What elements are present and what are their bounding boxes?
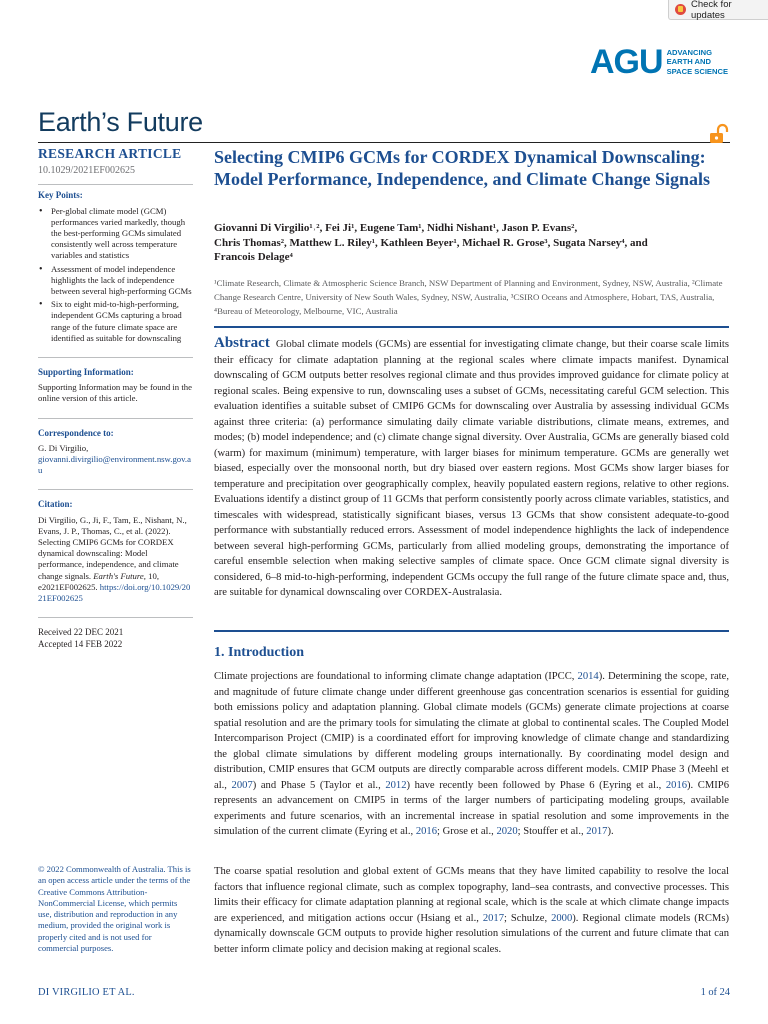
reference-link[interactable]: 2016: [415, 826, 437, 837]
authors-line-1: [214, 221, 729, 236]
reference-link[interactable]: 2012: [385, 779, 407, 791]
reference-link[interactable]: 2017: [482, 912, 505, 924]
text-run: ) and Phase 5 (Taylor et al.,: [252, 779, 386, 791]
agu-mark: AGU: [590, 43, 663, 81]
authors-line-3: [214, 250, 729, 265]
author-list: [214, 221, 729, 265]
article-type: RESEARCH ARTICLE: [38, 146, 182, 161]
key-point: • Assessment of model independence highlights the lack of independence between several high-performing GCMs: [38, 264, 193, 298]
text-run: ). Regional climate models (RCMs) dynamically downscale GCM outputs to provide higher resolution simulations of the current and future climate that can better inform climate policy and decision making at regional scales.: [214, 912, 729, 955]
abstract: [214, 336, 729, 601]
abstract-rule-top: [214, 326, 729, 328]
divider: [38, 357, 193, 358]
text-run: ) have recently been followed by Phase 6 (Eyring et al.,: [406, 779, 666, 791]
supporting-info-text: Supporting Information may be found in the online version of this article.: [38, 382, 192, 404]
update-icon: [675, 4, 686, 15]
reference-link[interactable]: 2000: [551, 912, 573, 924]
open-access-lock-icon: [708, 123, 730, 145]
received-date: Received 22 DEC 2021: [38, 627, 124, 638]
divider: [38, 489, 193, 490]
citation-volume: , 10, e2021EF002625.: [38, 570, 159, 592]
key-points-list: [38, 206, 193, 344]
key-points-heading: Key Points:: [38, 190, 83, 201]
correspondence-email-link[interactable]: giovanni.divirgilio@environment.nsw.gov.au: [38, 454, 191, 476]
correspondence-heading: Correspondence to:: [38, 427, 114, 438]
copyright-notice: © 2022 Commonwealth of Australia. This is an open access article under the terms of the Creative Commons Attribution-NonCommercial License, which permits use, distribution and reproduction in any medium, provided the original work is properly cited and is not used for commercial purposes.: [38, 864, 191, 954]
key-point: • Six to eight mid-to-high-performing, independent GCMs capturing a broad range of the future climate space are identified as suitable for downscaling: [38, 299, 193, 344]
intro-paragraph-1: [214, 669, 729, 840]
supporting-info-heading: Supporting Information:: [38, 367, 134, 378]
intro-paragraph-2: [214, 864, 729, 957]
text-run: ; Schulze,: [504, 912, 552, 924]
article-title: Selecting CMIP6 GCMs for CORDEX Dynamical Downscaling: Model Performance, Independence, and Climate Change Signals: [214, 147, 710, 189]
affiliations: ¹Climate Research, Climate & Atmospheric Science Branch, NSW Department of Planning and Environment, Sydney, NSW, Australia, ²Climate Change Research Centre, University of New South Wales, Sydney, NSW, Australia, ³CSIRO Oceans and Atmosphere, Hobart, TAS, Australia, ⁴Bureau of Meteorology, Melbourne, VIC, Australia: [214, 278, 723, 317]
citation-doi-link[interactable]: https://doi.org/10.1029/2021EF002625: [38, 581, 191, 604]
divider: [38, 617, 193, 618]
header-rule: [38, 142, 730, 143]
text-run: ).: [607, 826, 614, 837]
text-run: ; Grose et al.,: [437, 826, 497, 837]
text-run: ). CMIP6 represents an advancement on CMIP5 in terms of the larger numbers of participating modeling groups, available experiments and future scenarios, with an incremental increase in spatial resolution and some improvements in the simulation of the current climate (Eyring et al.,: [214, 779, 729, 837]
reference-link[interactable]: 2017: [586, 826, 608, 837]
reference-link[interactable]: 2014: [577, 671, 599, 682]
authors-text: Chris Thomas², Matthew L. Riley¹, Kathleen Beyer¹, Michael R. Grose³, Sugata Narsey⁴, and: [214, 236, 648, 249]
check-for-updates-label: Check for updates: [690, 0, 732, 21]
abstract-rule-bottom: [214, 630, 729, 632]
reference-link[interactable]: 2016: [665, 779, 688, 791]
citation-text: [38, 515, 193, 605]
page-number: 1 of 24: [700, 987, 730, 998]
key-point: • Per-global climate model (GCM) performances varied markedly, though the best-performing GCMs simulated consistently well across temperature variables and statistics: [38, 206, 193, 262]
accepted-date: Accepted 14 FEB 2022: [38, 638, 123, 649]
reference-link[interactable]: 2020: [496, 826, 518, 837]
citation-heading: Citation:: [38, 499, 73, 510]
text-run: ). Determining the scope, rate, and magnitude of future climate change under different greenhouse gas concentration scenarios is essential for guiding both emissions policy and adaptation planning. Global climate models (GCMs) generate climate projections at coarse spatial resolution and are the primary tools for simulating the climate at global to continental scales. The Coupled Model Intercomparison Project (CMIP) is a coordinated effort for improving knowledge of climate change and standardizing the global climate simulations by different modeling groups internationally. By coordinating model design and distribution, CMIP ensures that GCM outputs are directly comparable across different models. CMIP Phase 3 (Meehl et al.,: [214, 671, 729, 791]
tagline-line-1: ADVANCING: [666, 47, 712, 57]
journal-title: Earth’s Future: [38, 107, 203, 137]
reference-link[interactable]: 2007: [231, 779, 253, 791]
authors-line-2: [214, 236, 729, 251]
text-run: Climate projections are foundational to informing climate change adaptation (IPCC,: [214, 671, 578, 682]
doi: 10.1029/2021EF002625: [38, 165, 135, 177]
abstract-text: Global climate models (GCMs) are essential for investigating climate change, but their coarse scale limits their efficacy for climate adaptation planning at the regional scales where climate impacts manifest. Dynamical downscaling of GCM outputs better resolves regional climate and thus provides improved guidance for climate policy at regional scales. Being expensive to run, downscaling uses a subset of GCMs, necessitating careful GCM selection. This evaluation identifies a suitable subset of CMIP6 GCMs for downscaling over Australia by assessing individual GCMs against three criteria: (a) performance simulating daily climate variable distributions, climate means, extremes, and modes; (b) model independence; and (c) climate change signal diversity. Over Australia, GCMs are generally biased cold (warm) for maximum (minimum) temperature, with larger biases for minimum temperature. GCMs are generally wet biased, especially over the monsoonal north, but dry biased over eastern regions. Most GCMs show larger biases for temperature and precipitation over geographically complex, heavily populated eastern regions, relative to other regions. Evaluations identify a distinct group of 11 GCMs that perform consistently poorly across climate variables, statistics, and timescales with widespread, statistically significant biases, versus 13 GCMs that show consistent adequate-to-good performance with substantially reduced errors. Assessment of model independence highlights the lack of independence between several high-performing GCMs, particularly from allied modeling groups, demonstrating the importance of careful ensemble selection when making selective samples of climate space. Once GCM climate signal diversity is considered, 6–8 mid-to-high-performing, independent GCMs occupy the full range of the future climate space and, thus, are suitable for dynamical downscaling over CORDEX-Australasia.: [214, 339, 729, 598]
running-head: DI VIRGILIO ET AL.: [38, 987, 135, 998]
text-run: The coarse spatial resolution and global extent of GCMs means that they have limited capability to resolve the local factors that influence regional climate, such as complex topography, land–sea contrasts, and convective processes. This limits their efficacy for climate adaptation planning at regional scale, which is the scale at which climate change impacts are experienced, and mitigation actions occur (Hsiang et al.,: [214, 866, 729, 924]
abstract-heading: Abstract: [214, 335, 270, 351]
publisher-tagline: [667, 48, 728, 77]
section-heading-introduction: 1. Introduction: [214, 645, 304, 660]
check-for-updates-button[interactable]: [668, 0, 768, 20]
divider: [38, 184, 193, 185]
tagline-line-3: SPACE SCIENCE: [666, 66, 729, 76]
citation-journal: Earth's Future: [93, 570, 144, 581]
tagline-line-2: EARTH AND: [666, 57, 711, 67]
citation-body: Di Virgilio, G., Ji, F., Tam, E., Nishant, N., Evans, J. P., Thomas, C., et al. (2022). Selecting CMIP6 GCMs for CORDEX dynamical downscaling: Model performance, independence, and climate change signals.: [38, 514, 187, 581]
correspondence-name: G. Di Virgilio,: [38, 442, 89, 453]
sidebar: [38, 146, 193, 650]
authors-text: Francois Delage⁴: [214, 251, 293, 263]
authors-text: Giovanni Di Virgilio¹˒², Fei Ji¹, Eugene Tam¹, Nidhi Nishant¹, Jason P. Evans²,: [214, 222, 578, 234]
text-run: ; Stouffer et al.,: [517, 826, 587, 837]
divider: [38, 418, 193, 419]
publisher-logo: [590, 44, 735, 80]
